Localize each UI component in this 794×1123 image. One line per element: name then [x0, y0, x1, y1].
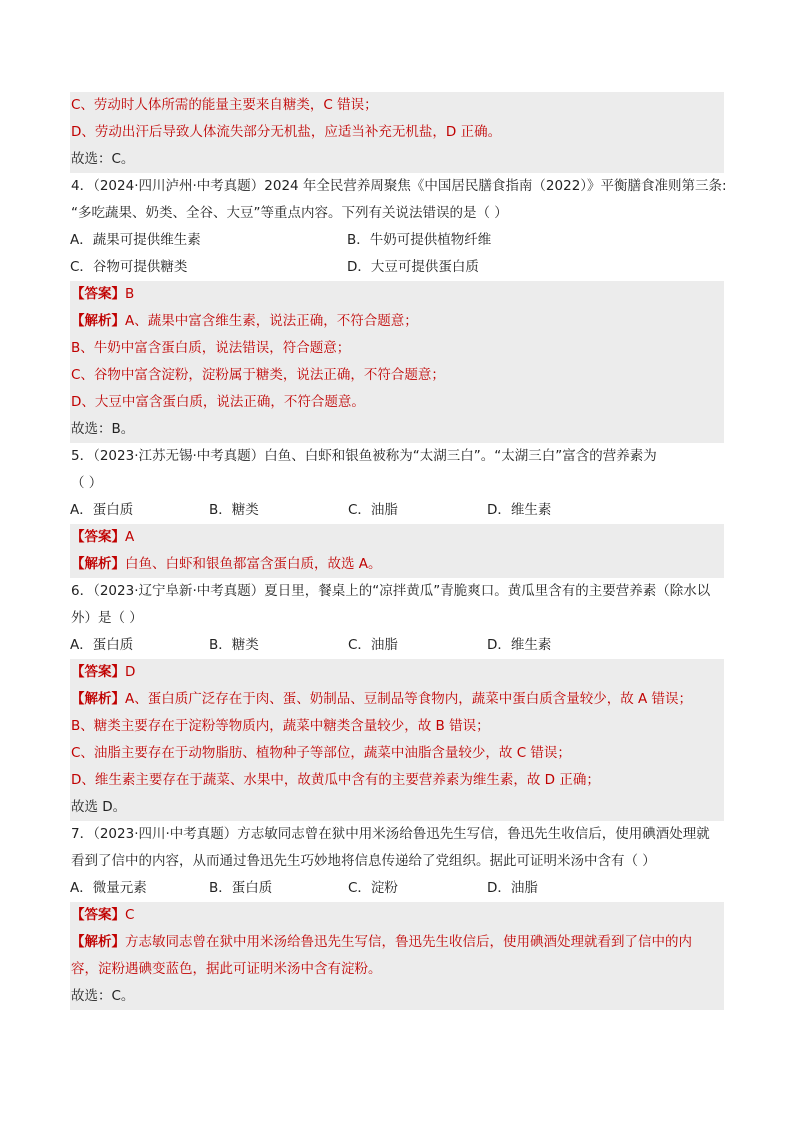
answer-line — [70, 659, 724, 686]
document-page — [70, 92, 727, 1010]
answer-tag: 【答案】 — [71, 907, 125, 923]
explain-line: D、劳动出汗后导致人体流失部分无机盐，应适当补充无机盐，D 正确。 — [71, 124, 502, 140]
option-a: A．微量元素 — [70, 880, 147, 896]
option-c: C．谷物可提供糖类 — [70, 259, 188, 275]
option-d: D．维生素 — [487, 502, 552, 518]
options-row — [70, 227, 724, 254]
question-6 — [70, 578, 724, 821]
answer-tag: 【答案】 — [71, 664, 125, 680]
explain-tag: 【解析】 — [71, 313, 125, 329]
question-stem: 4．（2024·四川泸州·中考真题）2024 年全民营养周聚焦《中国居民膳食指南（2022）》平衡膳食准则第三条: — [71, 178, 727, 194]
choose-line: 故选：B。 — [71, 421, 135, 437]
question-stem: 7．（2023·四川·中考真题）方志敏同志曾在狱中用米汤给鲁迅先生写信，鲁迅先生收信后，使用碘酒处理就 — [71, 826, 710, 842]
explain-line: 容，淀粉遇碘变蓝色，据此可证明米汤中含有淀粉。 — [71, 961, 382, 977]
question-5 — [70, 443, 724, 578]
explain-line: C、油脂主要存在于动物脂肪、植物种子等部位，蔬菜中油脂含量较少，故 C 错误； — [71, 745, 571, 761]
explain-line — [70, 551, 724, 578]
question-stem: 看到了信中的内容，从而通过鲁迅先生巧妙地将信息传递给了党组织。据此可证明米汤中含有（ ） — [71, 853, 656, 869]
answer-tag: 【答案】 — [71, 529, 125, 545]
explain-tag: 【解析】 — [71, 691, 125, 707]
answer-block — [70, 524, 724, 578]
explain-line — [70, 308, 724, 335]
choose-line: 故选：C。 — [71, 988, 135, 1004]
answer-value: B — [125, 286, 135, 302]
explain-line — [70, 686, 724, 713]
option-d: D．大豆可提供蛋白质 — [347, 259, 479, 275]
explain-text: A、蛋白质广泛存在于肉、蛋、奶制品、豆制品等食物内，蔬菜中蛋白质含量较少，故 A 错误； — [125, 691, 693, 707]
answer-line — [70, 902, 724, 929]
explain-line: D、维生素主要存在于蔬菜、水果中，故黄瓜中含有的主要营养素为维生素，故 D 正确； — [71, 772, 600, 788]
answer-line — [70, 281, 724, 308]
explain-tag: 【解析】 — [71, 934, 125, 950]
option-b: B．糖类 — [209, 502, 259, 518]
options-row — [70, 254, 724, 281]
answer-tag: 【答案】 — [71, 286, 125, 302]
explain-tag: 【解析】 — [71, 556, 125, 572]
explain-line: B、牛奶中富含蛋白质，说法错误，符合题意； — [71, 340, 351, 356]
answer-value: D — [125, 664, 136, 680]
answer-block — [70, 902, 724, 1010]
option-c: C．油脂 — [348, 637, 398, 653]
prev-explanation-block — [70, 92, 724, 173]
option-b: B．糖类 — [209, 637, 259, 653]
explain-line: C、谷物中富含淀粉，淀粉属于糖类，说法正确，不符合题意； — [71, 367, 445, 383]
choose-line: 故选 D。 — [71, 799, 127, 815]
choose-line: 故选：C。 — [71, 151, 135, 167]
question-4 — [70, 173, 727, 443]
answer-value: A — [125, 529, 135, 545]
options-row — [70, 632, 724, 659]
question-stem: （ ） — [71, 475, 103, 491]
explain-line — [70, 929, 724, 956]
explain-line: D、大豆中富含蛋白质，说法正确，不符合题意。 — [71, 394, 365, 410]
options-row — [70, 875, 724, 902]
options-row — [70, 497, 724, 524]
explain-line: B、糖类主要存在于淀粉等物质内，蔬菜中糖类含量较少，故 B 错误； — [71, 718, 490, 734]
answer-block — [70, 281, 724, 443]
option-b: B．蛋白质 — [209, 880, 273, 896]
question-7 — [70, 821, 724, 1010]
question-stem: “多吃蔬果、奶类、全谷、大豆”等重点内容。下列有关说法错误的是（ ） — [71, 205, 508, 221]
answer-block — [70, 659, 724, 821]
option-a: A．蛋白质 — [70, 637, 134, 653]
option-b: B．牛奶可提供植物纤维 — [347, 232, 492, 248]
explain-text: 白鱼、白虾和银鱼都富含蛋白质，故选 A。 — [125, 556, 382, 572]
option-c: C．油脂 — [348, 502, 398, 518]
explain-line: C、劳动时人体所需的能量主要来自糖类，C 错误； — [71, 97, 378, 113]
option-c: C．淀粉 — [348, 880, 398, 896]
question-stem: 6．（2023·辽宁阜新·中考真题）夏日里，餐桌上的“凉拌黄瓜”青脆爽口。黄瓜里含有的主要营养素（除水以 — [71, 583, 711, 599]
question-stem: 外）是（ ） — [71, 610, 143, 626]
option-d: D．维生素 — [487, 637, 552, 653]
explain-text: 方志敏同志曾在狱中用米汤给鲁迅先生写信，鲁迅先生收信后，使用碘酒处理就看到了信中的内 — [125, 934, 692, 950]
option-a: A．蔬果可提供维生素 — [70, 232, 201, 248]
answer-value: C — [125, 907, 135, 923]
explain-text: A、蔬果中富含维生素，说法正确，不符合题意； — [125, 313, 418, 329]
option-a: A．蛋白质 — [70, 502, 134, 518]
question-stem: 5．（2023·江苏无锡·中考真题）白鱼、白虾和银鱼被称为“太湖三白”。“太湖三白”富含的营养素为 — [71, 448, 657, 464]
answer-line — [70, 524, 724, 551]
option-d: D．油脂 — [487, 880, 538, 896]
